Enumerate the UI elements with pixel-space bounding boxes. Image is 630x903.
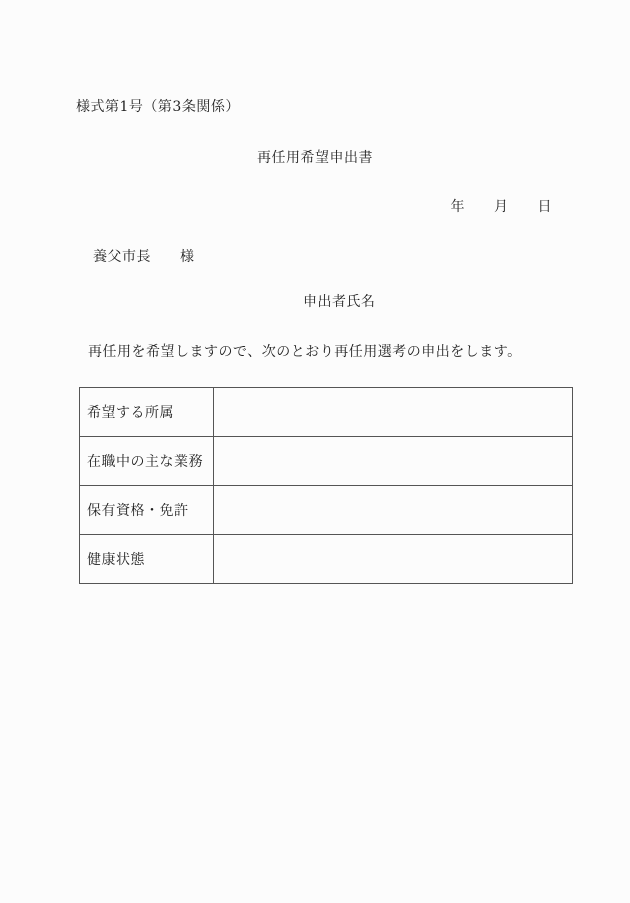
document-title: 再任用希望申出書 <box>257 150 373 166</box>
addressee-line: 養父市長 様 <box>93 249 195 265</box>
date-line: 年 月 日 <box>450 199 552 215</box>
table-row <box>80 388 573 437</box>
table-row <box>80 437 573 486</box>
row-label-desired-department: 希望する所属 <box>80 388 214 437</box>
table-row <box>80 486 573 535</box>
row-value-desired-department <box>214 388 573 437</box>
row-label-health-condition: 健康状態 <box>80 535 214 584</box>
body-text: 再任用を希望しますので、次のとおり再任用選考の申出をします。 <box>88 344 522 360</box>
row-value-main-duties <box>214 437 573 486</box>
table-row <box>80 535 573 584</box>
row-label-qualifications-licenses: 保有資格・免許 <box>80 486 214 535</box>
applicant-name-label: 申出者氏名 <box>303 294 376 310</box>
row-value-qualifications-licenses <box>214 486 573 535</box>
application-table <box>79 387 573 584</box>
row-value-health-condition <box>214 535 573 584</box>
row-label-main-duties: 在職中の主な業務 <box>80 437 214 486</box>
form-number: 様式第1号（第3条関係） <box>76 99 240 115</box>
